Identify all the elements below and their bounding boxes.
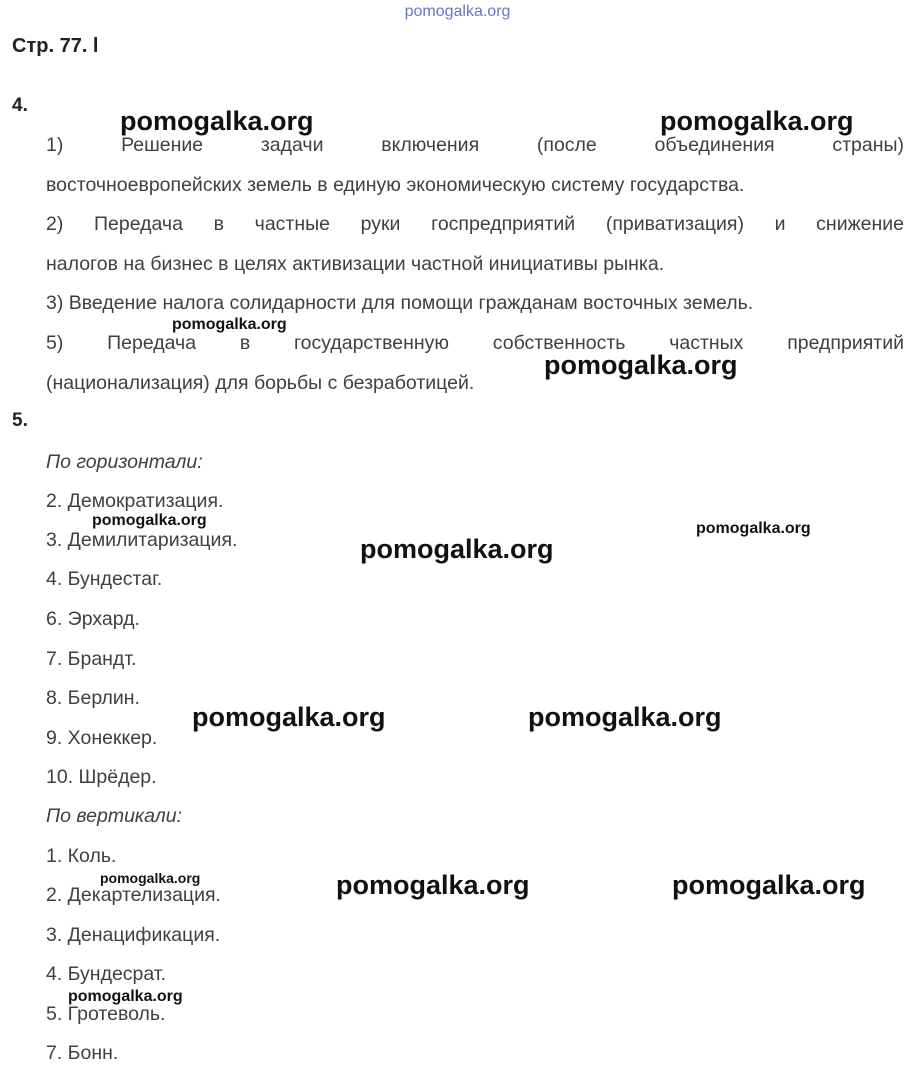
task-5-number: 5. <box>12 410 28 431</box>
vertical-item: 1. Коль. <box>46 845 117 867</box>
watermark: pomogalka.org <box>544 350 738 380</box>
watermark: pomogalka.org <box>672 870 866 900</box>
vertical-item: 4. Бундесрат. <box>46 963 166 985</box>
vertical-item: 3. Денацификация. <box>46 924 221 946</box>
horizontal-item: 3. Демилитаризация. <box>46 529 238 551</box>
task-4-line-5a: 5) Передача в государственную собственность частных предприятий <box>46 332 904 354</box>
watermark: pomogalka.org <box>120 106 314 136</box>
task-4-line-2a: 2) Передача в частные руки госпредприятий (приватизация) и снижение <box>46 213 904 235</box>
horizontal-item: 8. Берлин. <box>46 687 140 709</box>
watermark: pomogalka.org <box>92 512 207 529</box>
horizontal-label: По горизонтали <box>46 451 198 473</box>
horizontal-item: 2. Демократизация. <box>46 490 224 512</box>
page-reference: Стр. 77. l <box>12 35 99 57</box>
watermark: pomogalka.org <box>696 520 811 537</box>
watermark: pomogalka.org <box>528 702 722 732</box>
horizontal-item: 7. Брандт. <box>46 648 137 670</box>
horizontal-item: 9. Хонеккер. <box>46 727 158 749</box>
watermark: pomogalka.org <box>336 870 530 900</box>
watermark: pomogalka.org <box>68 988 183 1005</box>
watermark: pomogalka.org <box>660 106 854 136</box>
task-4-line-1b: восточноевропейских земель в единую экономическую систему государства. <box>46 174 745 196</box>
watermark: pomogalka.org <box>100 870 201 886</box>
horizontal-item: 4. Бундестаг. <box>46 568 163 590</box>
task-4-number: 4. <box>12 95 28 116</box>
task-4-line-2b: налогов на бизнес в целях активизации частной инициативы рынка. <box>46 253 665 275</box>
top-watermark: pomogalka.org <box>404 3 511 20</box>
vertical-heading: По вертикали: <box>46 805 183 827</box>
task-4-line-5b: (национализация) для борьбы с безработицей. <box>46 372 475 394</box>
horizontal-item: 10. Шрёдер. <box>46 766 157 788</box>
vertical-label: По вертикали <box>46 805 177 827</box>
horizontal-item: 6. Эрхард. <box>46 608 140 630</box>
watermark: pomogalka.org <box>360 534 554 564</box>
horizontal-heading: По горизонтали: <box>46 451 203 473</box>
watermark: pomogalka.org <box>172 316 287 333</box>
task-4-line-3: 3) Введение налога солидарности для помощи гражданам восточных земель. <box>46 292 754 314</box>
vertical-item: 5. Гротеволь. <box>46 1003 166 1025</box>
watermark: pomogalka.org <box>192 702 386 732</box>
task-4-line-1a: 1) Решение задачи включения (после объединения страны) <box>46 134 904 156</box>
vertical-item: 7. Бонн. <box>46 1042 119 1064</box>
vertical-item: 2. Декартелизация. <box>46 884 221 906</box>
